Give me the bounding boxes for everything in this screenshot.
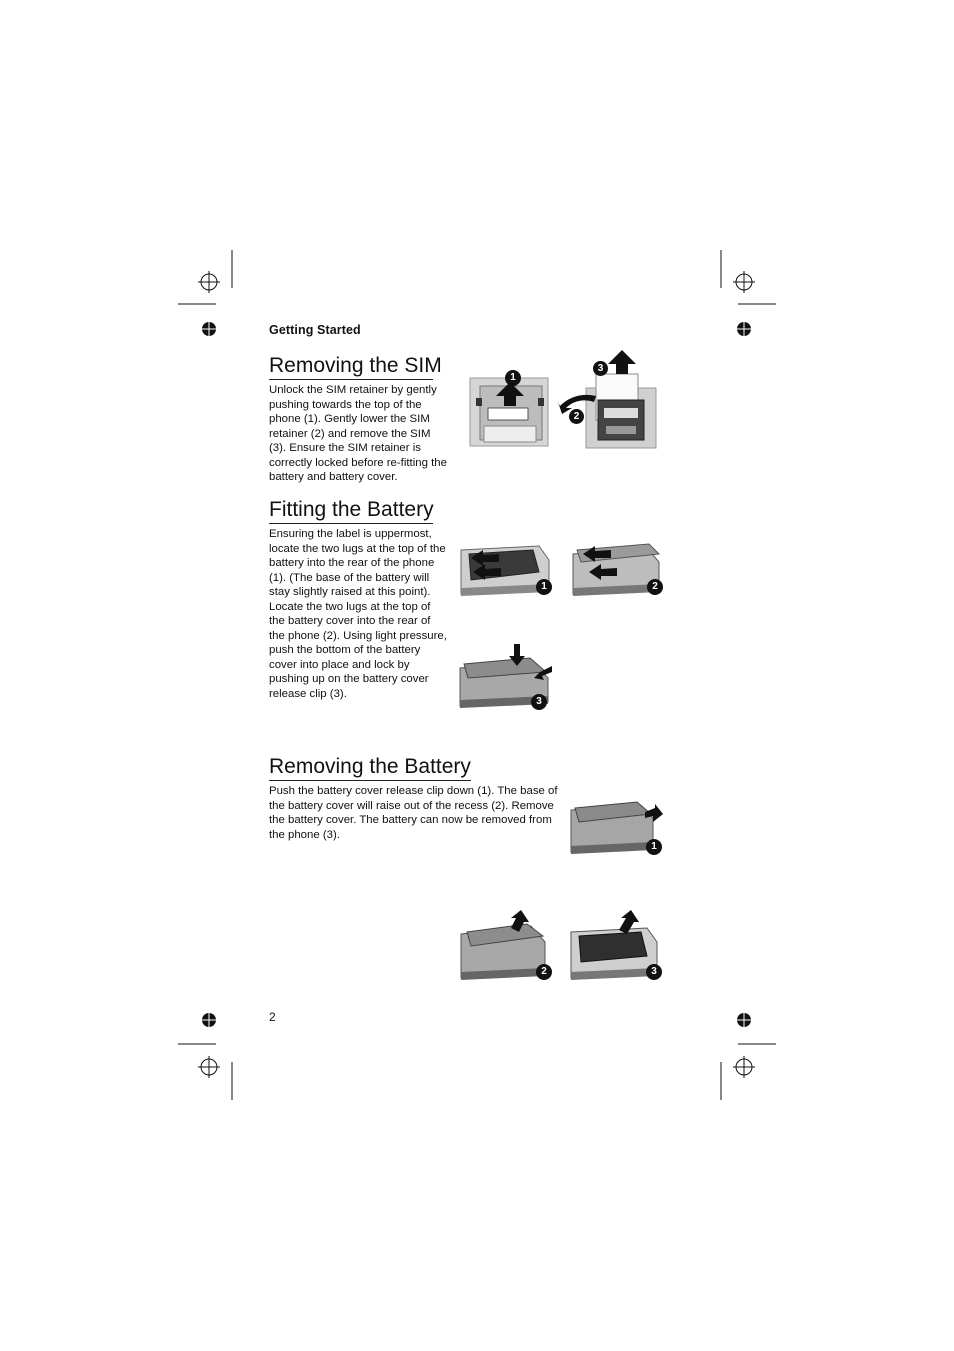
sim-figure-2 bbox=[556, 348, 660, 457]
fit-figure-1 bbox=[459, 540, 553, 605]
remove-badge-2: 2 bbox=[536, 964, 552, 980]
sim-removal-illustration bbox=[556, 348, 660, 452]
remove-badge-3: 3 bbox=[646, 964, 662, 980]
sim-badge-3: 3 bbox=[593, 361, 608, 376]
removing-sim-text: Unlock the SIM retainer by gently pushing towards the top of the phone (1). Gently lower the SIM retainer (2) and remove the SIM (3). Ensure the SIM retainer is correctly locked before re-fitting the battery and battery cover. bbox=[269, 384, 447, 483]
heading-fitting-battery: Fitting the Battery bbox=[269, 498, 433, 524]
section-label: Getting Started bbox=[269, 323, 361, 337]
fit-badge-1: 1 bbox=[536, 579, 552, 595]
remove-badge-1: 1 bbox=[646, 839, 662, 855]
fit-figure-2 bbox=[571, 540, 665, 605]
arrow-up-icon bbox=[608, 350, 636, 374]
sim-badge-1: 1 bbox=[505, 370, 521, 386]
heading-removing-sim: Removing the SIM bbox=[269, 354, 433, 380]
heading-removing-battery: Removing the Battery bbox=[269, 755, 471, 781]
removing-battery-text: Push the battery cover release clip down (1). The base of the battery cover will raise out of the recess (2). Remove the battery cover. The battery can now be removed from the phone (3). bbox=[269, 785, 558, 841]
sim-badge-2: 2 bbox=[569, 409, 584, 424]
fit-badge-2: 2 bbox=[647, 579, 663, 595]
page-number: 2 bbox=[269, 1010, 276, 1024]
fit-badge-3: 3 bbox=[531, 694, 547, 710]
fitting-battery-text: Ensuring the label is uppermost, locate the two lugs at the top of the battery into the rear of the phone (1). (The base of the battery will stay slightly raised at this point). Locate the two lugs at the top of the battery cover into the rear of the phone (2). Using light pressure, push the bottom of the battery cover into place and lock by pushing up on the battery cover release clip (3). bbox=[269, 528, 447, 700]
